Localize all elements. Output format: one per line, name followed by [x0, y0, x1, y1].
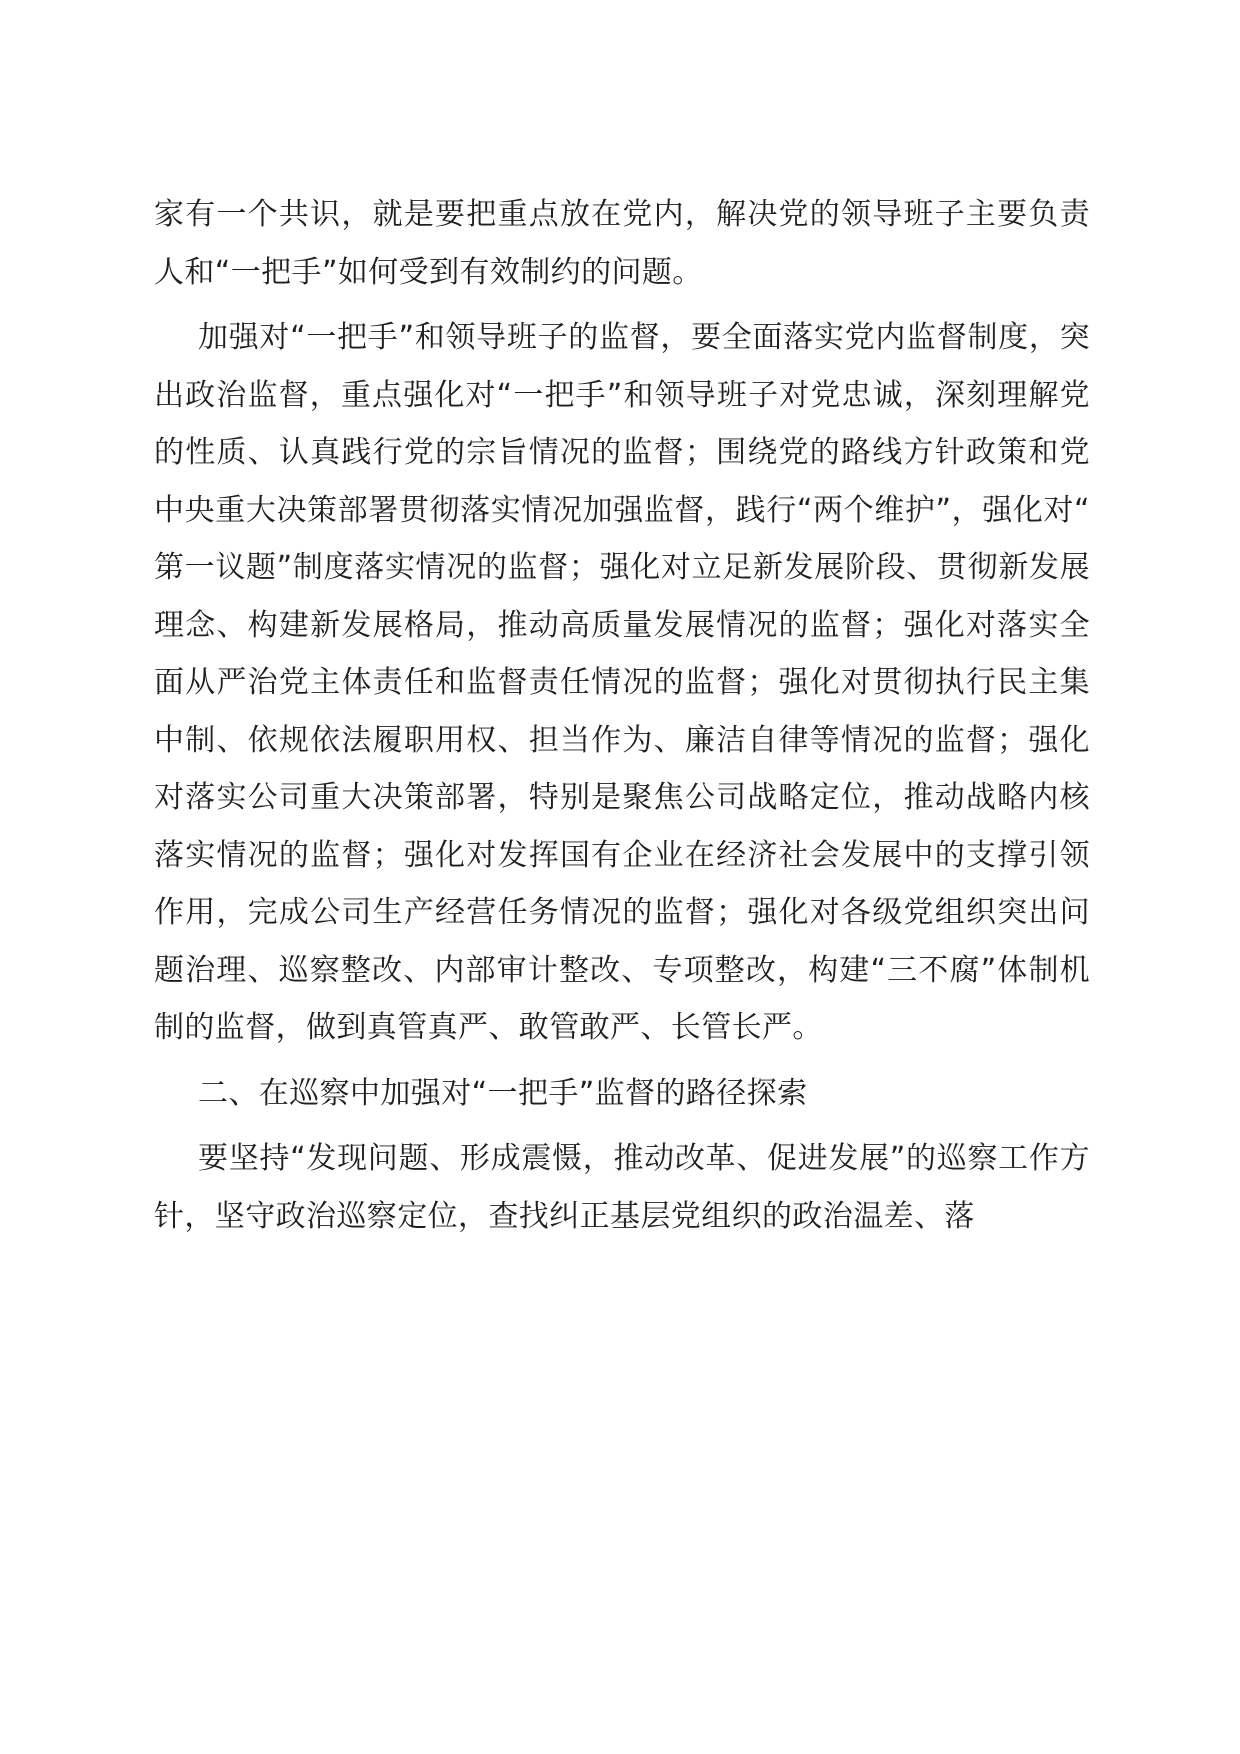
paragraph-continuation: 家有一个共识，就是要把重点放在党内，解决党的领导班子主要负责人和“一把手”如何受到有效制约的问题。	[154, 197, 1090, 290]
paragraph-oversight-measures: 加强对“一把手”和领导班子的监督，要全面落实党内监督制度，突出政治监督，重点强化对“一把手”和领导班子对党忠诚，深刻理解党的性质、认真践行党的宗旨情况的监督；围绕党的路线方针政策和党中央重大决策部署贯彻落实情况加强监督，践行“两个维护”，强化对“第一议题”制度落实情况的监督；强化对立足新发展阶段、贯彻新发展理念、构建新发展格局，推动高质量发展情况的监督；强化对落实全面从严治党主体责任和监督责任情况的监督；强化对贯彻执行民主集中制、依规依法履职用权、担当作为、廉洁自律等情况的监督；强化对落实公司重大决策部署，特别是聚焦公司战略定位，推动战略内核落实情况的监督；强化对发挥国有企业在经济社会发展中的支撑引领作用，完成公司生产经营任务情况的监督；强化对各级党组织突出问题治理、巡察整改、内部审计整改、专项整改，构建“三不腐”体制机制的监督，做到真管真严、敢管敢严、长管长严。	[154, 320, 1090, 1045]
section-heading: 二、在巡察中加强对“一把手”监督的路径探索	[198, 1075, 808, 1111]
document-body	[154, 186, 1090, 1253]
paragraph-inspection-policy: 要坚持“发现问题、形成震慑，推动改革、促进发展”的巡察工作方针，坚守政治巡察定位，查找纠正基层党组织的政治温差、落	[154, 1141, 1090, 1234]
